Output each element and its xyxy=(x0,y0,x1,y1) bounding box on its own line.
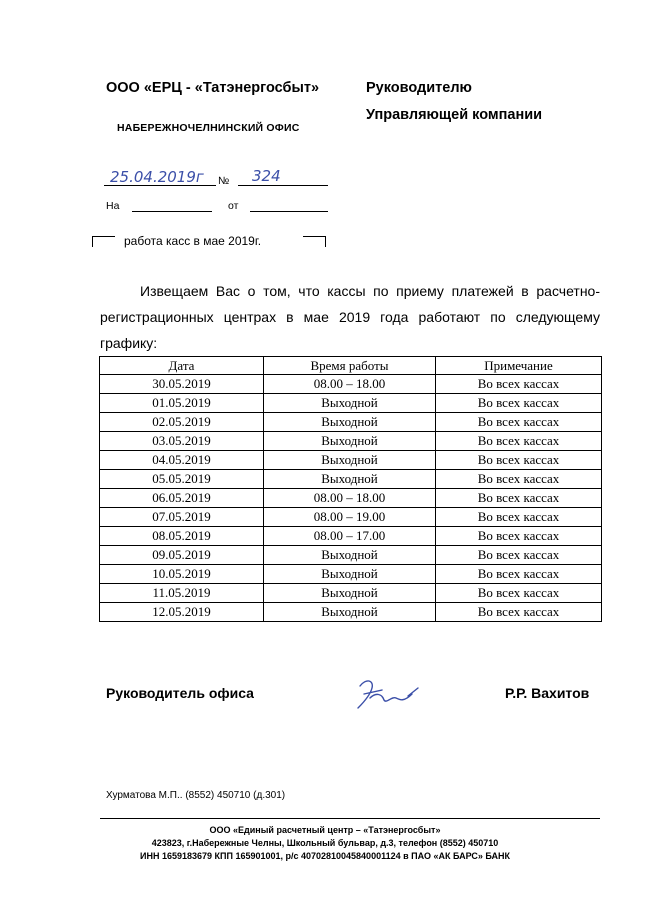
ot-underline xyxy=(250,211,328,212)
cell-hours: Выходной xyxy=(264,546,436,565)
table-row xyxy=(100,451,602,470)
recipient-line1: Руководителю xyxy=(366,80,472,96)
cell-note: Во всех кассах xyxy=(436,565,602,584)
cell-hours: Выходной xyxy=(264,470,436,489)
signatory-name: Р.Р. Вахитов xyxy=(505,685,590,701)
header-note: Примечание xyxy=(436,357,602,375)
cell-hours: 08.00 – 17.00 xyxy=(264,527,436,546)
cell-note: Во всех кассах xyxy=(436,603,602,622)
table-row xyxy=(100,394,602,413)
handwritten-signature xyxy=(352,674,422,714)
cell-date: 11.05.2019 xyxy=(100,584,264,603)
cell-note: Во всех кассах xyxy=(436,451,602,470)
cell-hours: Выходной xyxy=(264,603,436,622)
number-underline xyxy=(238,185,328,186)
cell-date: 03.05.2019 xyxy=(100,432,264,451)
cell-note: Во всех кассах xyxy=(436,527,602,546)
office-name: НАБЕРЕЖНОЧЕЛНИНСКИЙ ОФИС xyxy=(117,122,300,134)
cell-hours: 08.00 – 19.00 xyxy=(264,508,436,527)
date-underline xyxy=(104,185,216,186)
cell-hours: Выходной xyxy=(264,413,436,432)
recipient-line2: Управляющей компании xyxy=(366,107,543,123)
cell-date: 06.05.2019 xyxy=(100,489,264,508)
table-row xyxy=(100,546,602,565)
handwritten-date: 25.04.2019г xyxy=(110,168,204,186)
number-label: № xyxy=(218,175,230,187)
cell-date: 04.05.2019 xyxy=(100,451,264,470)
subject-bracket-left xyxy=(92,236,115,247)
handwritten-number: 324 xyxy=(252,167,281,185)
ot-label: от xyxy=(228,200,239,212)
header-hours: Время работы xyxy=(264,357,436,375)
cell-note: Во всех кассах xyxy=(436,432,602,451)
table-row xyxy=(100,527,602,546)
cell-note: Во всех кассах xyxy=(436,508,602,527)
cell-date: 01.05.2019 xyxy=(100,394,264,413)
cell-hours: 08.00 – 18.00 xyxy=(264,375,436,394)
cell-hours: Выходной xyxy=(264,394,436,413)
cell-hours: Выходной xyxy=(264,451,436,470)
cell-date: 09.05.2019 xyxy=(100,546,264,565)
cell-hours: Выходной xyxy=(264,432,436,451)
cell-note: Во всех кассах xyxy=(436,394,602,413)
cell-date: 05.05.2019 xyxy=(100,470,264,489)
cell-note: Во всех кассах xyxy=(436,413,602,432)
cell-date: 30.05.2019 xyxy=(100,375,264,394)
cell-date: 02.05.2019 xyxy=(100,413,264,432)
cell-date: 07.05.2019 xyxy=(100,508,264,527)
executor-contact: Хурматова М.П.. (8552) 450710 (д.301) xyxy=(106,790,286,801)
footer-line1: ООО «Единый расчетный центр – «Татэнергосбыт» xyxy=(209,825,441,835)
table-row xyxy=(100,489,602,508)
cell-note: Во всех кассах xyxy=(436,584,602,603)
table-row xyxy=(100,470,602,489)
body-paragraph: Извещаем Вас о том, что кассы по приему платежей в расчетно-регистрационных центрах в мае 2019 года работают по следующему графику: xyxy=(100,283,600,351)
table-row xyxy=(100,375,602,394)
cell-hours: Выходной xyxy=(264,584,436,603)
table-row xyxy=(100,565,602,584)
cell-note: Во всех кассах xyxy=(436,375,602,394)
cell-date: 12.05.2019 xyxy=(100,603,264,622)
footer-divider xyxy=(100,818,600,819)
cell-hours: 08.00 – 18.00 xyxy=(264,489,436,508)
header-date: Дата xyxy=(100,357,264,375)
footer-line2: 423823, г.Набережные Челны, Школьный бульвар, д.3, телефон (8552) 450710 xyxy=(151,838,499,848)
table-row xyxy=(100,432,602,451)
cell-note: Во всех кассах xyxy=(436,489,602,508)
table-row xyxy=(100,413,602,432)
table-header-row xyxy=(100,357,602,375)
org-name: ООО «ЕРЦ - «Татэнергосбыт» xyxy=(106,80,320,96)
subject-line: работа касс в мае 2019г. xyxy=(124,234,262,248)
na-underline xyxy=(132,211,212,212)
cell-date: 08.05.2019 xyxy=(100,527,264,546)
na-label: На xyxy=(106,200,120,212)
subject-bracket-right xyxy=(303,236,326,247)
schedule-table xyxy=(99,356,602,622)
footer-line3: ИНН 1659183679 КПП 165901001, р/с 40702810045840001124 в ПАО «АК БАРС» БАНК xyxy=(139,851,511,861)
cell-note: Во всех кассах xyxy=(436,470,602,489)
table-row xyxy=(100,603,602,622)
table-row xyxy=(100,508,602,527)
table-row xyxy=(100,584,602,603)
cell-date: 10.05.2019 xyxy=(100,565,264,584)
cell-note: Во всех кассах xyxy=(436,546,602,565)
cell-hours: Выходной xyxy=(264,565,436,584)
signatory-title: Руководитель офиса xyxy=(106,685,254,701)
